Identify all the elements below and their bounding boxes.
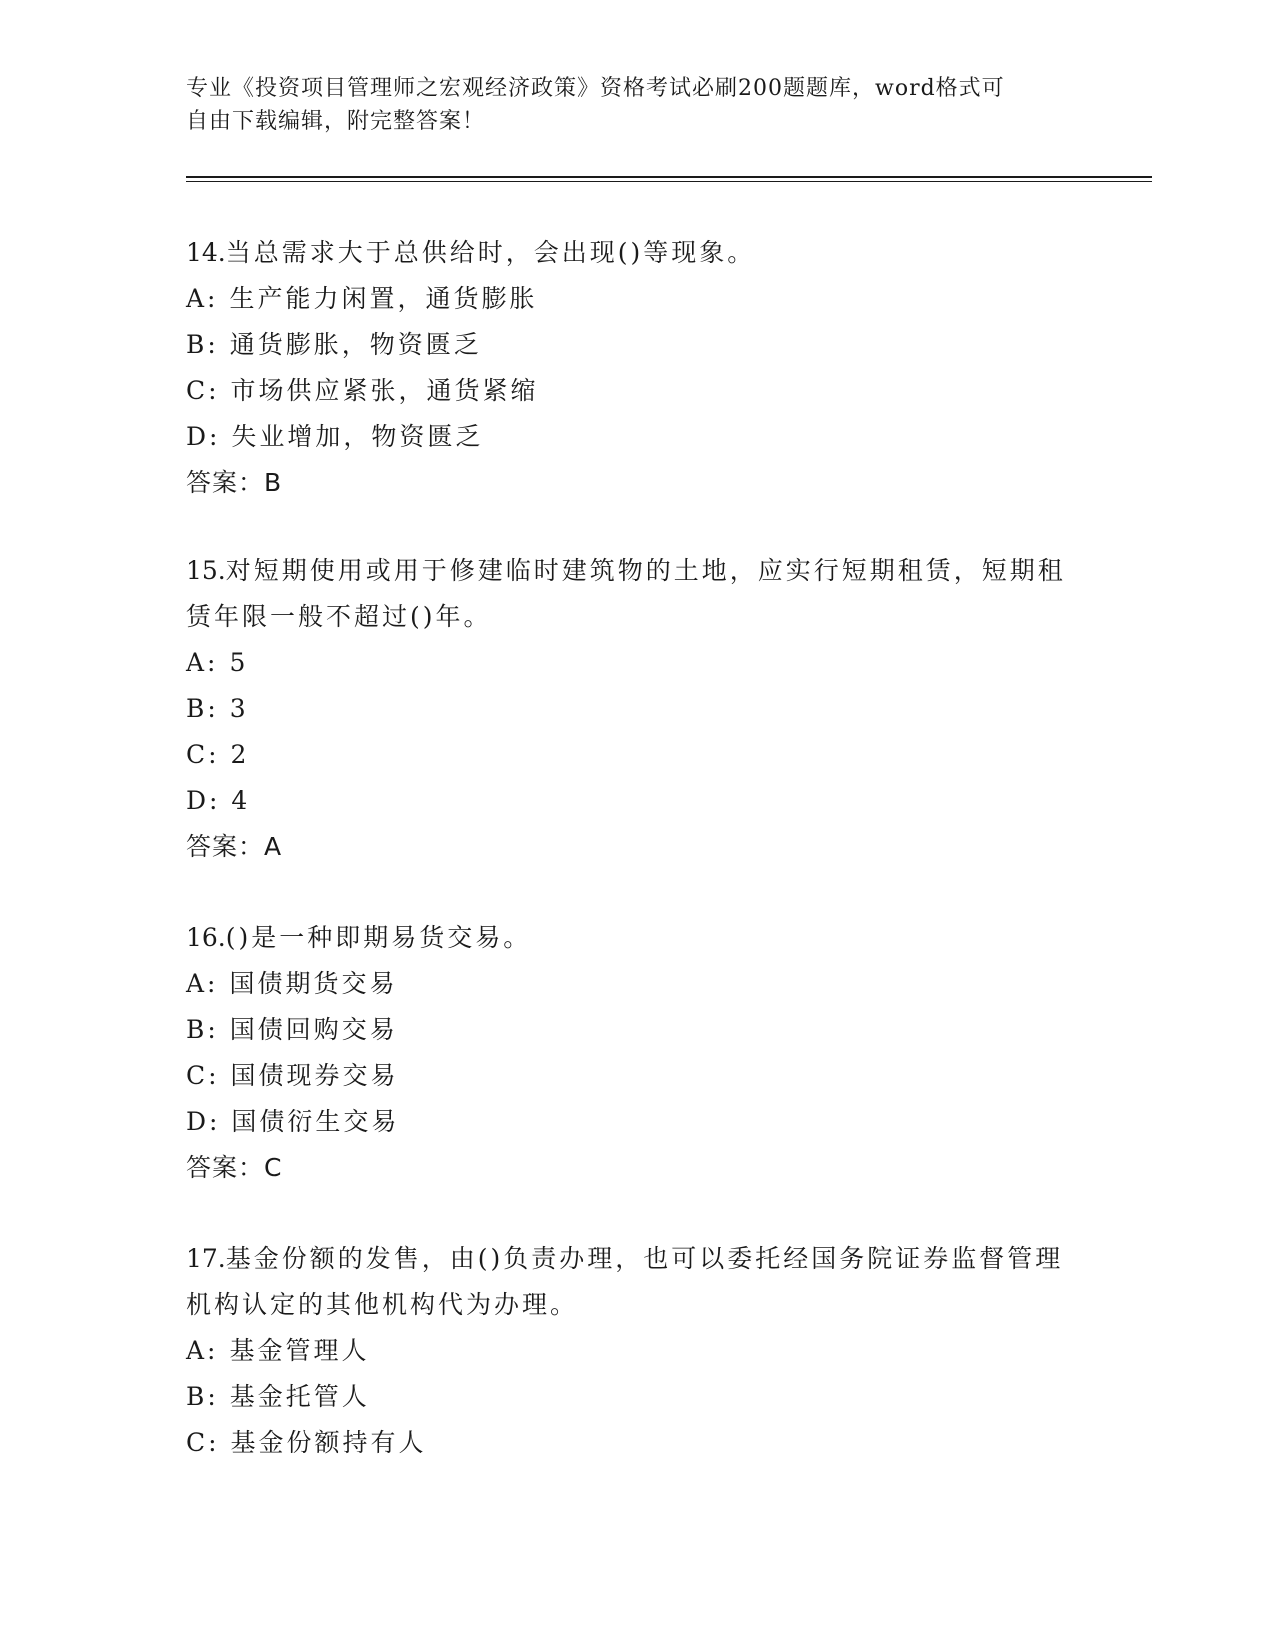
- option-text: 生产能力闲置，通货膨胀: [229, 284, 538, 313]
- answer-value: B: [264, 468, 283, 497]
- question-stem: [186, 915, 1086, 961]
- option-letter: D:: [186, 422, 221, 451]
- option-letter: D:: [186, 1107, 221, 1136]
- option-text: 国债回购交易: [229, 1015, 398, 1044]
- option-c: [186, 732, 1086, 778]
- question-stem: [186, 548, 1086, 640]
- answer-label: 答案：: [186, 1153, 265, 1182]
- answer-value: A: [264, 832, 283, 861]
- question-stem: [186, 230, 1086, 276]
- option-text: 3: [229, 694, 249, 723]
- option-a: [186, 1328, 1086, 1374]
- option-b: [186, 322, 1086, 368]
- question-text: ()是一种即期易货交易。: [225, 923, 532, 952]
- question-14: [186, 230, 1086, 506]
- option-text: 基金份额持有人: [230, 1428, 427, 1457]
- option-text: 2: [230, 740, 250, 769]
- option-letter: C:: [186, 1428, 220, 1457]
- option-letter: A:: [186, 969, 219, 998]
- question-17: [186, 1236, 1086, 1466]
- question-16: [186, 915, 1086, 1191]
- option-text: 4: [231, 786, 251, 815]
- option-d: [186, 414, 1086, 460]
- option-c: [186, 1420, 1086, 1466]
- option-d: [186, 1099, 1086, 1145]
- answer-line: [186, 1145, 1086, 1191]
- option-letter: A:: [186, 648, 219, 677]
- option-text: 失业增加，物资匮乏: [231, 422, 484, 451]
- option-letter: B:: [186, 1382, 219, 1411]
- option-letter: D:: [186, 786, 221, 815]
- question-stem: [186, 1236, 1086, 1328]
- option-letter: B:: [186, 330, 219, 359]
- header-line-2: 自由下载编辑，附完整答案！: [186, 109, 486, 134]
- option-letter: B:: [186, 1015, 219, 1044]
- option-text: 基金托管人: [229, 1382, 370, 1411]
- answer-label: 答案：: [186, 832, 265, 861]
- question-15: [186, 548, 1086, 870]
- option-b: [186, 1374, 1086, 1420]
- option-d: [186, 778, 1086, 824]
- answer-line: [186, 824, 1086, 870]
- option-text: 国债期货交易: [229, 969, 398, 998]
- document-header: [186, 72, 1086, 138]
- option-letter: A:: [186, 284, 219, 313]
- question-text: 当总需求大于总供给时，会出现()等现象。: [225, 238, 756, 267]
- option-b: [186, 686, 1086, 732]
- option-c: [186, 368, 1086, 414]
- question-number: 15.: [186, 556, 226, 585]
- option-text: 市场供应紧张，通货紧缩: [230, 376, 539, 405]
- question-text: 基金份额的发售，由()负责办理，也可以委托经国务院证券监督管理机构认定的其他机构代为办理。: [186, 1244, 1064, 1319]
- answer-label: 答案：: [186, 468, 265, 497]
- option-letter: C:: [186, 740, 220, 769]
- question-number: 17.: [186, 1244, 226, 1273]
- question-text: 对短期使用或用于修建临时建筑物的土地，应实行短期租赁，短期租赁年限一般不超过()年。: [186, 556, 1066, 631]
- header-line-1: 专业《投资项目管理师之宏观经济政策》资格考试必刷200题题库，word格式可: [186, 76, 1005, 101]
- option-text: 国债现券交易: [230, 1061, 399, 1090]
- option-c: [186, 1053, 1086, 1099]
- option-letter: A:: [186, 1336, 219, 1365]
- question-number: 14.: [186, 238, 226, 267]
- option-b: [186, 1007, 1086, 1053]
- option-text: 基金管理人: [229, 1336, 370, 1365]
- option-a: [186, 640, 1086, 686]
- option-letter: C:: [186, 376, 220, 405]
- answer-line: [186, 460, 1086, 506]
- option-a: [186, 961, 1086, 1007]
- answer-value: C: [264, 1153, 283, 1182]
- header-rule-thick: [186, 176, 1152, 178]
- option-text: 5: [229, 648, 249, 677]
- option-letter: B:: [186, 694, 219, 723]
- question-number: 16.: [186, 923, 226, 952]
- option-text: 通货膨胀，物资匮乏: [229, 330, 482, 359]
- option-letter: C:: [186, 1061, 220, 1090]
- option-a: [186, 276, 1086, 322]
- option-text: 国债衍生交易: [231, 1107, 400, 1136]
- header-rule-thin: [186, 181, 1152, 182]
